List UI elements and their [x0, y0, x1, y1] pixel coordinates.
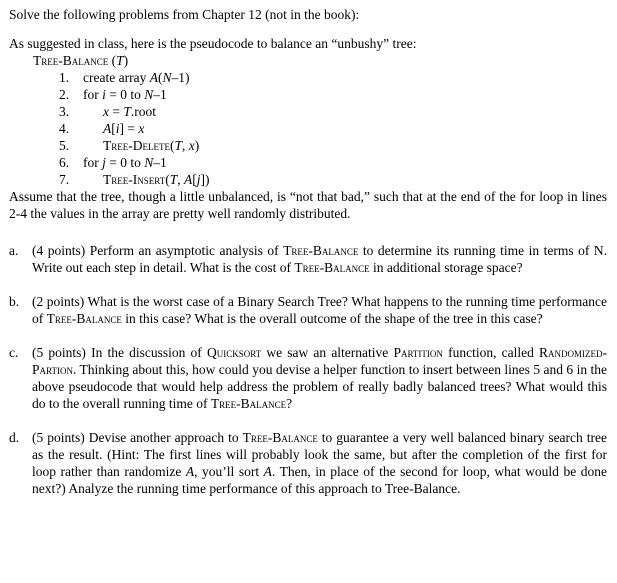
problem-item-d — [9, 429, 607, 497]
problem-text: (2 points) What is the worst case of a Binary Search Tree? What happens to the running time performance of Tree-Balance in this case? What is the overall outcome of the shape of the tree in this case? — [32, 294, 607, 326]
pseudocode-intro-paragraph: As suggested in class, here is the pseudocode to balance an “unbushy” tree: — [9, 36, 417, 51]
problem-text: (5 points) In the discussion of Quicksort we saw an alternative Partition function, called Randomized-Partion. Thinking about this, how could you devise a helper function to insert between lines 5 and 6 in the above pseudocode that would help address the problem of really badly balanced trees? What would this do to the overall running time of Tree-Balance? — [32, 345, 607, 411]
line-content: for j = 0 to N–1 — [83, 155, 167, 170]
problem-item-b — [9, 293, 607, 327]
pseudocode-line-7 — [59, 171, 607, 188]
pseudocode-line-1 — [59, 69, 607, 86]
problem-list — [9, 242, 607, 497]
problem-item-c — [9, 344, 607, 412]
line-content: x = T.root — [103, 104, 157, 119]
pseudocode-line-5 — [59, 137, 607, 154]
line-number: 4. — [59, 121, 70, 136]
problem-item-a — [9, 242, 607, 276]
line-number: 6. — [59, 155, 70, 170]
intro-paragraph: Solve the following problems from Chapter 12 (not in the book): — [9, 7, 360, 22]
problem-label: a. — [9, 243, 19, 258]
line-content: Tree-Insert(T, A[j]) — [103, 172, 210, 187]
problem-label: d. — [9, 430, 20, 445]
pseudocode-line-6 — [59, 154, 607, 171]
line-content: for i = 0 to N–1 — [83, 87, 167, 102]
pseudocode-block — [9, 52, 607, 188]
pseudocode-line-2 — [59, 86, 607, 103]
line-number: 3. — [59, 104, 70, 119]
pseudocode-line-4 — [59, 120, 607, 137]
problem-label: c. — [9, 345, 19, 360]
line-content: Tree-Delete(T, x) — [103, 138, 200, 153]
line-number: 5. — [59, 138, 70, 153]
problem-text: (4 points) Perform an asymptotic analysis of Tree-Balance to determine its running time in terms of N. Write out each step in detail. What is the cost of Tree-Balance in additional storage space? — [32, 243, 607, 275]
problem-text: (5 points) Devise another approach to Tree-Balance to guarantee a very well balanced binary search tree as the result. (Hint: The first lines will probably look the same, but after the completion of the first for loop rather than randomize A, you’ll sort A. Then, in place of the second for loop, what would be done next?) Analyze the running time performance of this approach to Tree-Balance. — [32, 430, 607, 496]
line-number: 7. — [59, 172, 70, 187]
pseudocode-line-3 — [59, 103, 607, 120]
problem-label: b. — [9, 294, 20, 309]
line-number: 2. — [59, 87, 70, 102]
line-content: create array A(N–1) — [83, 70, 190, 85]
assumption-paragraph: Assume that the tree, though a little unbalanced, is “not that bad,” such that at the end of the for loop in lines 2-4 the values in the array are pretty well randomly distributed. — [9, 189, 607, 221]
line-number: 1. — [59, 70, 70, 85]
pseudocode-title: Tree-Balance (T) — [33, 53, 129, 68]
line-content: A[i] = x — [103, 121, 145, 136]
